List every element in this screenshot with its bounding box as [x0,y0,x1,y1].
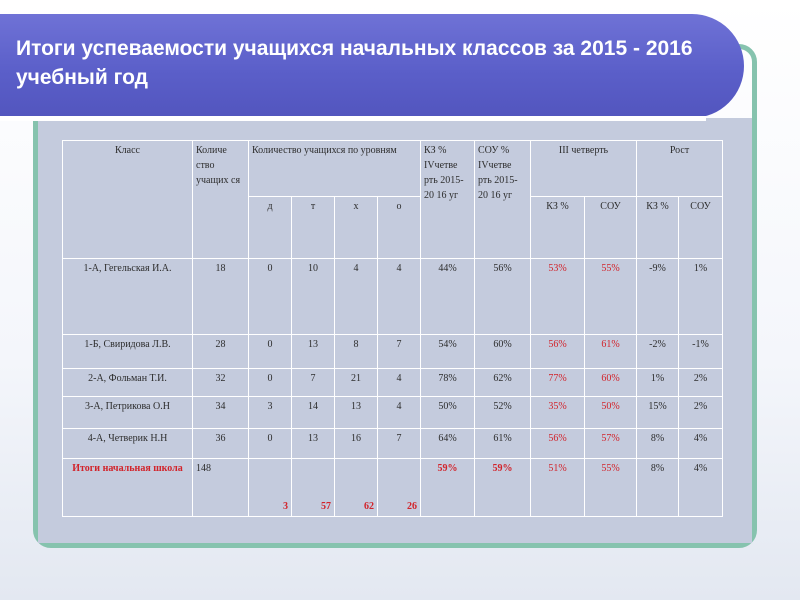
page-title: Итоги успеваемости учащихся начальных классов за 2015 - 2016 учебный год [16,37,693,89]
cell-growth-sou: 1% [679,259,723,335]
cell-t: 13 [292,335,335,369]
cell-count: 28 [193,335,249,369]
cell-x: 13 [335,397,378,429]
table-row [63,397,723,429]
cell-o: 4 [378,259,421,335]
subheader-q3-sou: СОУ [585,197,637,259]
cell-sou: 56% [475,259,531,335]
cell-count: 18 [193,259,249,335]
subheader-q3-kz: КЗ % [531,197,585,259]
subheader-level-d: д [249,197,292,259]
table-row [63,259,723,335]
subheader-level-x: х [335,197,378,259]
cell-q3-sou: 60% [585,369,637,397]
cell-q3-kz: 56% [531,429,585,459]
cell-x: 21 [335,369,378,397]
cell-q3-sou: 55% [585,259,637,335]
cell-growth-kz: 1% [637,369,679,397]
cell-o: 7 [378,335,421,369]
header-by-levels: Количество учащихся по уровням [249,141,421,197]
cell-class: 3-А, Петрикова О.Н [63,397,193,429]
table-row [63,429,723,459]
cell-count: 34 [193,397,249,429]
cell-class: 1-А, Гегельская И.А. [63,259,193,335]
cell-q3-kz: 53% [531,259,585,335]
cell-kz: 54% [421,335,475,369]
cell-growth-kz: -9% [637,259,679,335]
results-table [62,140,723,517]
total-q3-sou: 55% [585,459,637,517]
table-row [63,335,723,369]
total-label: Итоги начальная школа [63,459,193,517]
cell-d: 0 [249,259,292,335]
cell-t: 14 [292,397,335,429]
cell-kz: 50% [421,397,475,429]
cell-growth-kz: 15% [637,397,679,429]
total-growth-kz: 8% [637,459,679,517]
cell-sou: 52% [475,397,531,429]
cell-d: 0 [249,429,292,459]
cell-d: 0 [249,335,292,369]
table-row [63,369,723,397]
cell-class: 1-Б, Свиридова Л.В. [63,335,193,369]
header-sou-q4: СОУ % IVчетве рть 2015-20 16 уг [475,141,531,259]
cell-q3-sou: 50% [585,397,637,429]
cell-kz: 78% [421,369,475,397]
cell-kz: 64% [421,429,475,459]
title-banner [0,14,744,118]
cell-count: 32 [193,369,249,397]
total-x: 62 [335,459,378,517]
subheader-level-t: т [292,197,335,259]
cell-sou: 61% [475,429,531,459]
subheader-growth-sou: СОУ [679,197,723,259]
cell-q3-sou: 57% [585,429,637,459]
total-growth-sou: 4% [679,459,723,517]
cell-o: 4 [378,369,421,397]
cell-d: 0 [249,369,292,397]
cell-class: 4-А, Четверик Н.Н [63,429,193,459]
header-count: Количе ство учащих ся [193,141,249,259]
cell-sou: 62% [475,369,531,397]
total-count: 148 [193,459,249,517]
total-row [63,459,723,517]
title-underline [0,116,706,121]
cell-q3-sou: 61% [585,335,637,369]
header-row [63,141,723,197]
header-growth: Рост [637,141,723,197]
header-class: Класс [63,141,193,259]
total-t: 57 [292,459,335,517]
cell-sou: 60% [475,335,531,369]
subheader-growth-kz: КЗ % [637,197,679,259]
cell-growth-sou: 2% [679,397,723,429]
cell-o: 7 [378,429,421,459]
cell-growth-sou: 4% [679,429,723,459]
cell-q3-kz: 56% [531,335,585,369]
cell-t: 10 [292,259,335,335]
subheader-level-o: о [378,197,421,259]
total-d: 3 [249,459,292,517]
cell-growth-sou: -1% [679,335,723,369]
cell-growth-kz: -2% [637,335,679,369]
total-kz: 59% [421,459,475,517]
cell-d: 3 [249,397,292,429]
cell-t: 7 [292,369,335,397]
cell-t: 13 [292,429,335,459]
cell-x: 16 [335,429,378,459]
total-sou: 59% [475,459,531,517]
cell-count: 36 [193,429,249,459]
cell-growth-sou: 2% [679,369,723,397]
cell-x: 4 [335,259,378,335]
total-o: 26 [378,459,421,517]
cell-q3-kz: 35% [531,397,585,429]
cell-x: 8 [335,335,378,369]
header-kz-q4: КЗ % IVчетве рть 2015-20 16 уг [421,141,475,259]
cell-o: 4 [378,397,421,429]
cell-class: 2-А, Фольман Т.И. [63,369,193,397]
total-q3-kz: 51% [531,459,585,517]
header-q3: III четверть [531,141,637,197]
cell-kz: 44% [421,259,475,335]
cell-q3-kz: 77% [531,369,585,397]
cell-growth-kz: 8% [637,429,679,459]
